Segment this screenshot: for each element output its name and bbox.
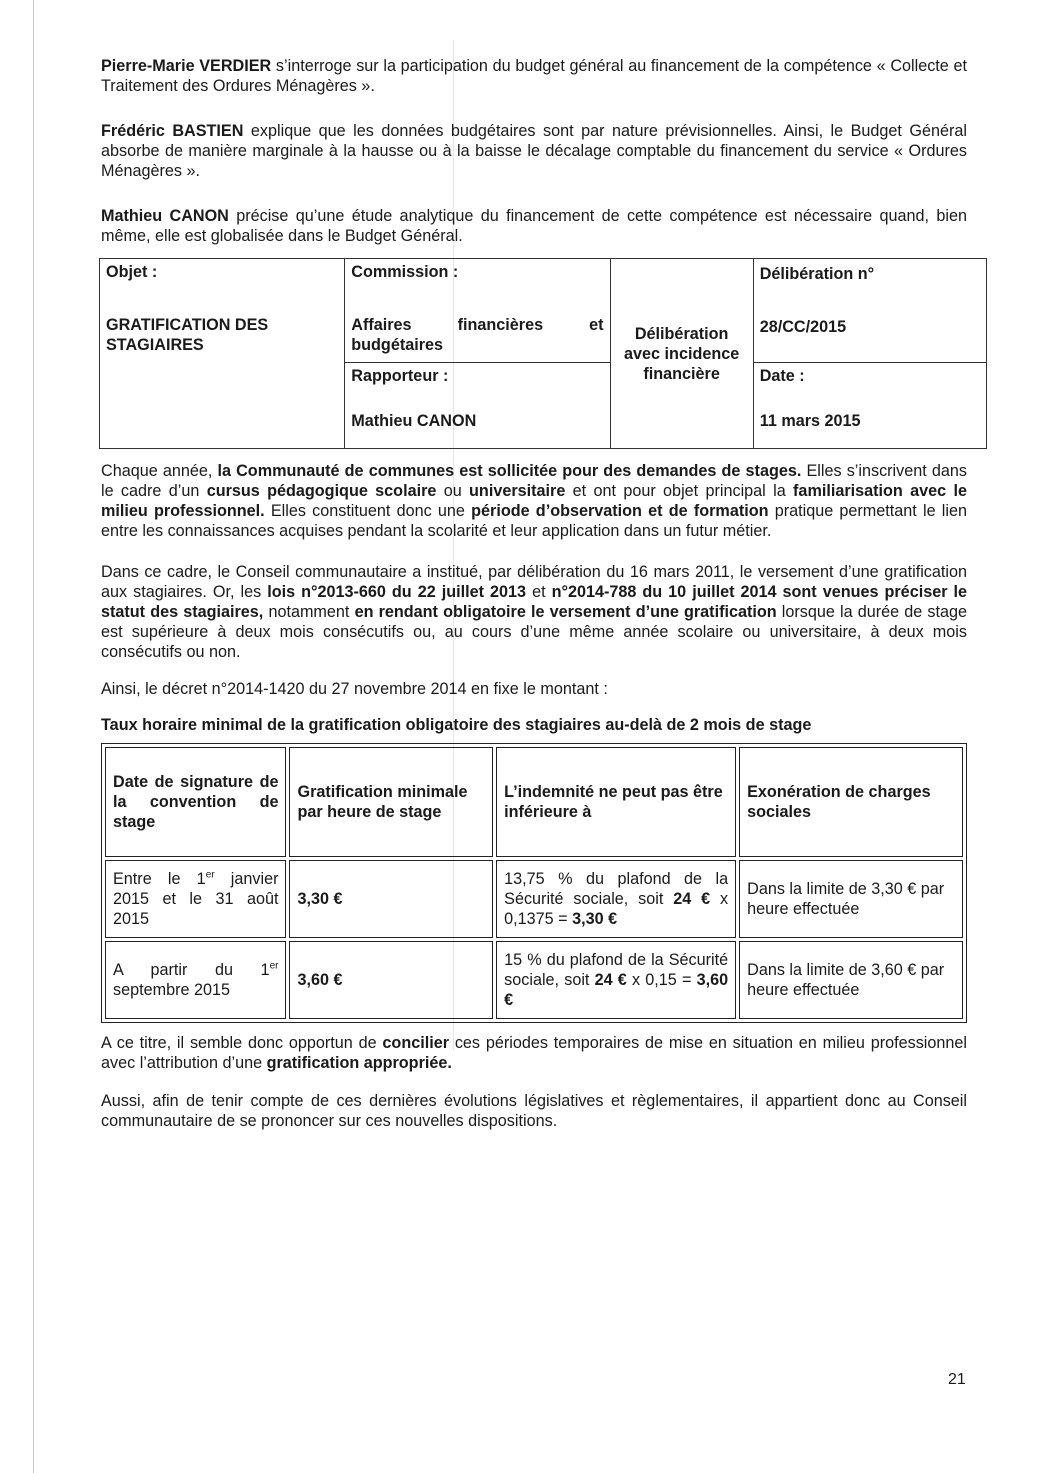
text-run: x 0,1375 =	[504, 890, 729, 928]
rapporteur-cell	[345, 363, 610, 449]
speaker-name: Pierre-Marie VERDIER	[101, 57, 272, 75]
superscript: er	[205, 869, 215, 881]
header-date: Date de signature de la convention de stage	[105, 747, 286, 857]
paragraph-lois	[101, 562, 967, 662]
commission-label: Commission :	[351, 263, 459, 281]
speaker-name: Frédéric BASTIEN	[101, 122, 244, 140]
bold-run: cursus pédagogique scolaire	[206, 482, 437, 500]
paragraph-concilier	[101, 1033, 967, 1073]
row1-indemnite	[496, 860, 736, 938]
text-run: 15 % du plafond de la Sécurité sociale, soit	[504, 951, 729, 989]
rapporteur-value: Mathieu CANON	[351, 412, 477, 430]
paragraph-text: s’interroge sur la participation du budget général au financement de la compétence « Collecte et Traitement des Ordures Ménagères ».	[101, 57, 967, 95]
bold-run: 24 €	[594, 971, 627, 989]
text-run: Elles constituent donc une	[264, 502, 472, 520]
row1-exoneration: Dans la limite de 3,30 € par heure effectuée	[739, 860, 963, 938]
row2-amount: 3,60 €	[289, 941, 493, 1019]
superscript: er	[269, 960, 279, 972]
bold-run: gratification appropriée.	[266, 1054, 452, 1072]
text-run: notamment	[263, 603, 355, 621]
bold-run: 24 €	[673, 890, 711, 908]
paragraph-verdier	[101, 56, 967, 96]
text-run: Chaque année,	[101, 462, 218, 480]
date-cell	[753, 363, 986, 449]
row2-date	[105, 941, 286, 1019]
rapporteur-label: Rapporteur :	[351, 367, 449, 385]
text-run: Dans ce cadre, le Conseil communautaire a institué, par délibération du 16 mars 2011, le versement d’une gratification aux stagiaires. Or, les	[101, 563, 967, 601]
deliberation-header-table	[99, 258, 987, 449]
paragraph-text: explique que les données budgétaires sont par nature prévisionnelles. Ainsi, le Budget Général absorbe de manière marginale à la hausse ou à la baisse le décalage comptable du financement du service « Ordures Ménagères ».	[101, 122, 967, 180]
header-exoneration: Exonération de charges sociales	[739, 747, 963, 857]
speaker-name: Mathieu CANON	[101, 207, 229, 225]
paragraph-bastien	[101, 121, 967, 181]
row2-exoneration: Dans la limite de 3,60 € par heure effectuée	[739, 941, 963, 1019]
incidence-cell: Délibération avec incidence financière	[610, 259, 753, 449]
bold-run: concilier	[382, 1034, 449, 1052]
text-run: ces périodes temporaires de mise en situation en milieu professionnel avec l’attribution d’une	[101, 1034, 967, 1072]
rates-table	[101, 743, 967, 1023]
date-value: 11 mars 2015	[759, 412, 861, 430]
text-run: lorsque la durée de stage est supérieure à deux mois consécutifs ou, au cours d’une même année scolaire ou universitaire, à deux mois consécutifs ou non.	[101, 603, 967, 661]
paragraph-decret: Ainsi, le décret n°2014-1420 du 27 novembre 2014 en fixe le montant :	[101, 680, 608, 698]
row1-date	[105, 860, 286, 938]
bold-run: période d’observation et de formation	[471, 502, 769, 520]
page-number: 21	[948, 1371, 966, 1388]
bold-run: lois n°2013-660 du 22 juillet 2013	[267, 583, 527, 601]
text-run: 13,75 % du plafond de la Sécurité sociale, soit	[504, 870, 729, 908]
commission-value: Affaires financières et budgétaires	[351, 316, 604, 354]
number-label: Délibération n°	[759, 265, 875, 283]
number-value: 28/CC/2015	[759, 318, 847, 336]
object-cell	[100, 259, 345, 449]
number-cell	[753, 259, 986, 363]
date-label: Date :	[759, 367, 805, 385]
text-run: septembre 2015	[113, 981, 230, 999]
object-value: GRATIFICATION DES STAGIAIRES	[106, 316, 269, 354]
text-run: janvier 2015 et le 31 août 2015	[113, 870, 279, 928]
text-run: ou	[436, 482, 470, 500]
bold-run: 3,30 €	[572, 910, 618, 928]
paragraph-canon	[101, 206, 967, 246]
commission-cell	[345, 259, 610, 363]
object-label: Objet :	[106, 263, 158, 281]
text-run: x 0,15 =	[626, 971, 697, 989]
header-indemnite: L’indemnité ne peut pas être inférieure à	[496, 747, 736, 857]
bold-run: universitaire	[469, 482, 566, 500]
text-run: et ont pour objet principal la	[565, 482, 794, 500]
paragraph-text: précise qu’une étude analytique du financement de cette compétence est nécessaire quand, bien même, elle est globalisée dans le Budget Général.	[101, 207, 967, 245]
text-run: et	[526, 583, 552, 601]
bold-run: n°2014-788 du 10 juillet 2014 sont venues préciser le statut des stagiaires,	[101, 583, 968, 621]
bold-run: familiarisation avec le milieu professionnel.	[101, 482, 967, 520]
text-run: Elles s’inscrivent dans le cadre d’un	[101, 462, 967, 500]
header-gratification: Gratification minimale par heure de stage	[289, 747, 493, 857]
paragraph-conclusion: Aussi, afin de tenir compte de ces dernières évolutions législatives et règlementaires, il appartient donc au Conseil communautaire de se prononcer sur ces nouvelles dispositions.	[101, 1092, 967, 1130]
text-run: Entre le 1	[113, 870, 206, 888]
paragraph-stages	[101, 461, 967, 541]
row1-amount: 3,30 €	[289, 860, 493, 938]
text-run: A ce titre, il semble donc opportun de	[101, 1034, 383, 1052]
rates-table-title: Taux horaire minimal de la gratification obligatoire des stagiaires au-delà de 2 mois de stage	[101, 716, 812, 734]
text-run: pratique permettant le lien entre les connaissances acquises pendant la scolarité et leur application dans un futur métier.	[101, 502, 967, 540]
scan-margin-line	[33, 0, 34, 1473]
bold-run: 3,60 €	[504, 971, 729, 1009]
bold-run: la Communauté de communes est sollicitée pour des demandes de stages.	[217, 462, 802, 480]
bold-run: en rendant obligatoire le versement d’une gratification	[354, 603, 777, 621]
page-content	[101, 56, 967, 1131]
text-run: A partir du 1	[113, 961, 270, 979]
row2-indemnite	[496, 941, 736, 1019]
